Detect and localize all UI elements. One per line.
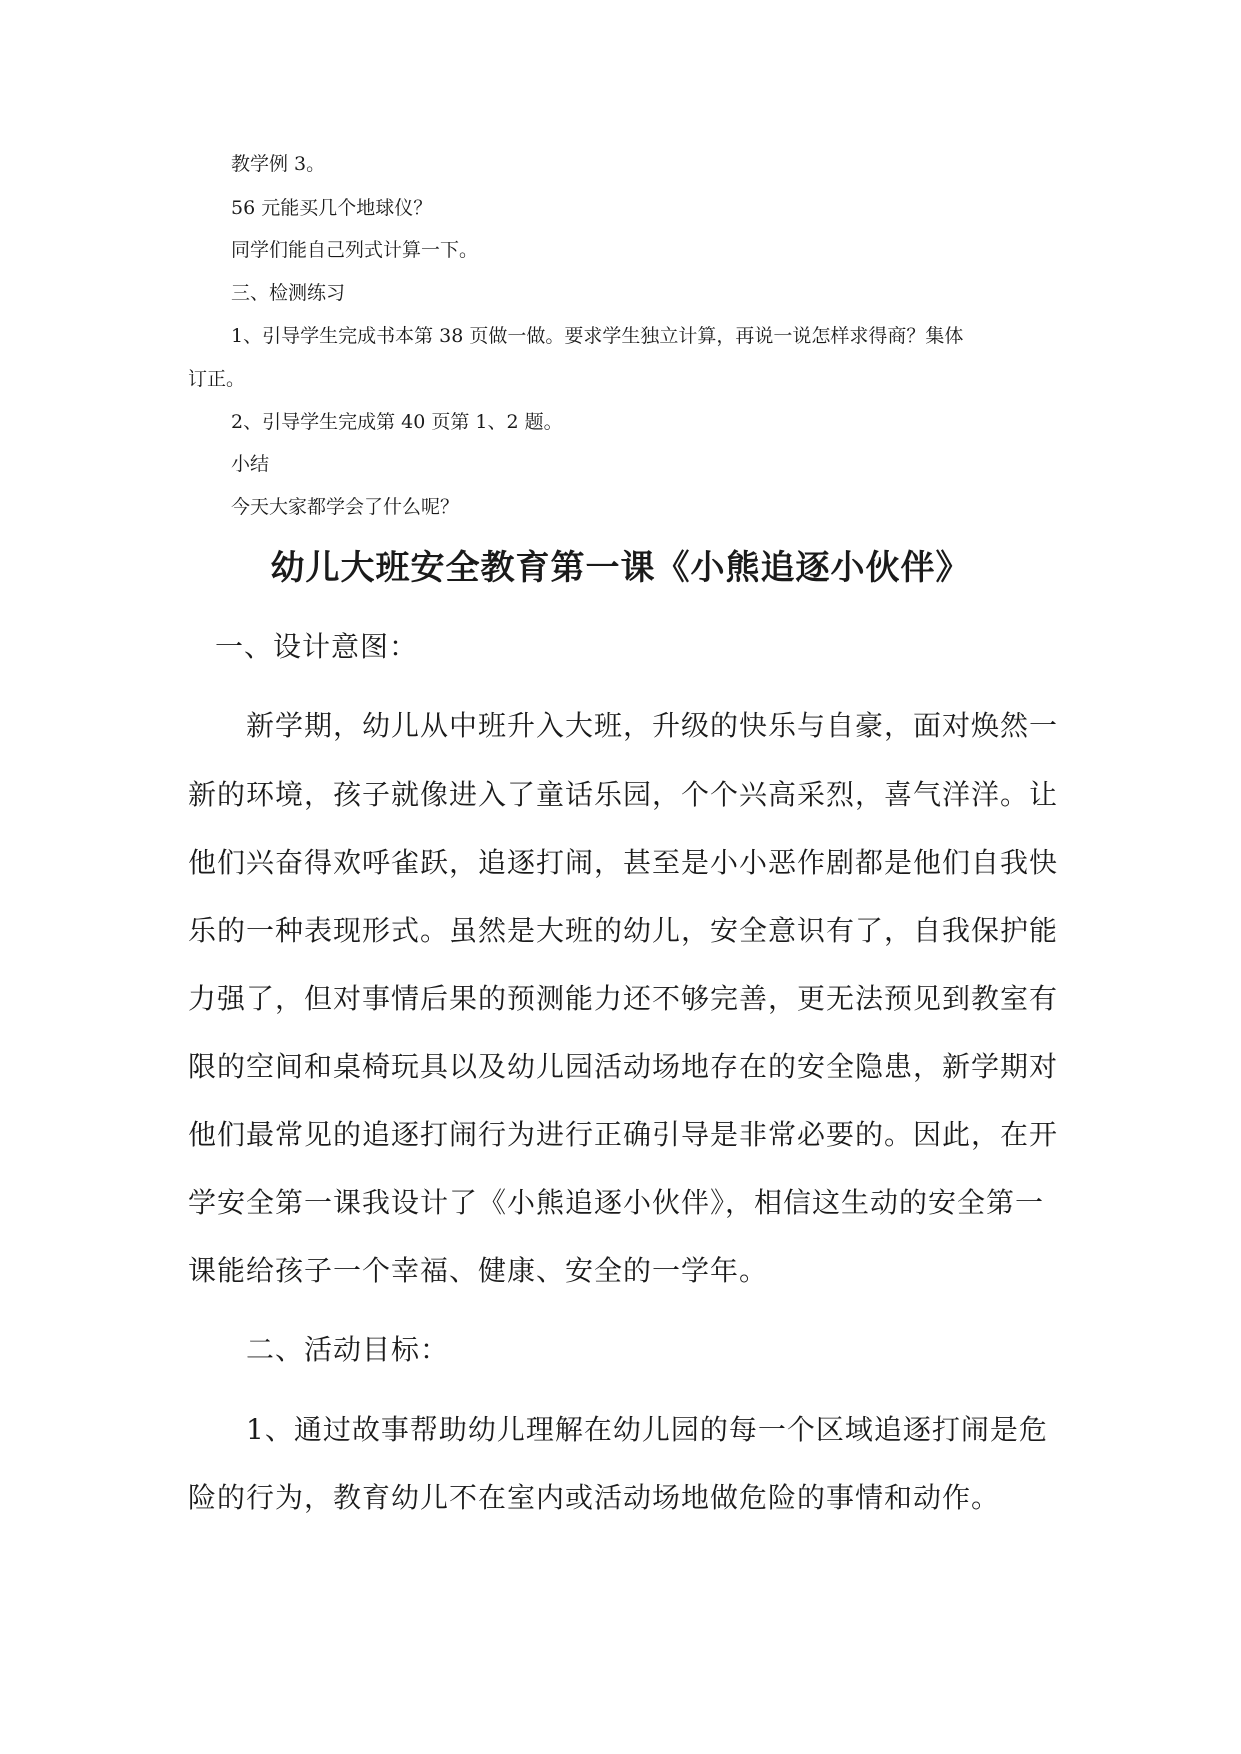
lesson-title: 幼儿大班安全教育第一课《小熊追逐小伙伴》 <box>270 548 971 588</box>
summary-question: 今天大家都学会了什么呢？ <box>231 496 460 518</box>
summary-heading: 小结 <box>231 453 270 475</box>
section-heading-practice: 三、检测练习 <box>231 282 346 304</box>
practice-item-2: 2、引导学生完成第 40 页第 1、2 题。 <box>231 411 563 433</box>
paragraph-line: 他们兴奋得欢呼雀跃，追逐打闹，甚至是小小恶作剧都是他们自我快 <box>188 846 1059 879</box>
instruction-line: 同学们能自己列式计算一下。 <box>231 239 479 261</box>
paragraph-line: 学安全第一课我设计了《小熊追逐小伙伴》，相信这生动的安全第一 <box>188 1186 1045 1219</box>
question-line: 56 元能买几个地球仪？ <box>231 197 433 219</box>
section-heading-design-intent: 一、设计意图： <box>215 630 419 663</box>
paragraph-line: 课能给孩子一个幸福、健康、安全的一学年。 <box>188 1254 769 1287</box>
paragraph-line: 新学期，幼儿从中班升入大班，升级的快乐与自豪，面对焕然一 <box>246 709 1059 742</box>
practice-item-1: 1、引导学生完成书本第 38 页做一做。要求学生独立计算，再说一说怎样求得商？集体 <box>231 325 964 347</box>
goal-item-1-continued: 险的行为，教育幼儿不在室内或活动场地做危险的事情和动作。 <box>188 1481 1001 1514</box>
paragraph-line: 新的环境，孩子就像进入了童话乐园，个个兴高采烈，喜气洋洋。让 <box>188 778 1059 811</box>
paragraph-line: 限的空间和桌椅玩具以及幼儿园活动场地存在的安全隐患，新学期对 <box>188 1050 1059 1083</box>
goal-item-1: 1、通过故事帮助幼儿理解在幼儿园的每一个区域追逐打闹是危 <box>246 1413 1048 1446</box>
example-line: 教学例 3。 <box>231 153 326 175</box>
practice-item-1-continued: 订正。 <box>188 368 246 390</box>
paragraph-line: 他们最常见的追逐打闹行为进行正确引导是非常必要的。因此，在开 <box>188 1118 1059 1151</box>
section-heading-activity-goals: 二、活动目标： <box>246 1333 450 1366</box>
paragraph-line: 乐的一种表现形式。虽然是大班的幼儿，安全意识有了，自我保护能 <box>188 914 1059 947</box>
paragraph-line: 力强了，但对事情后果的预测能力还不够完善，更无法预见到教室有 <box>188 982 1059 1015</box>
